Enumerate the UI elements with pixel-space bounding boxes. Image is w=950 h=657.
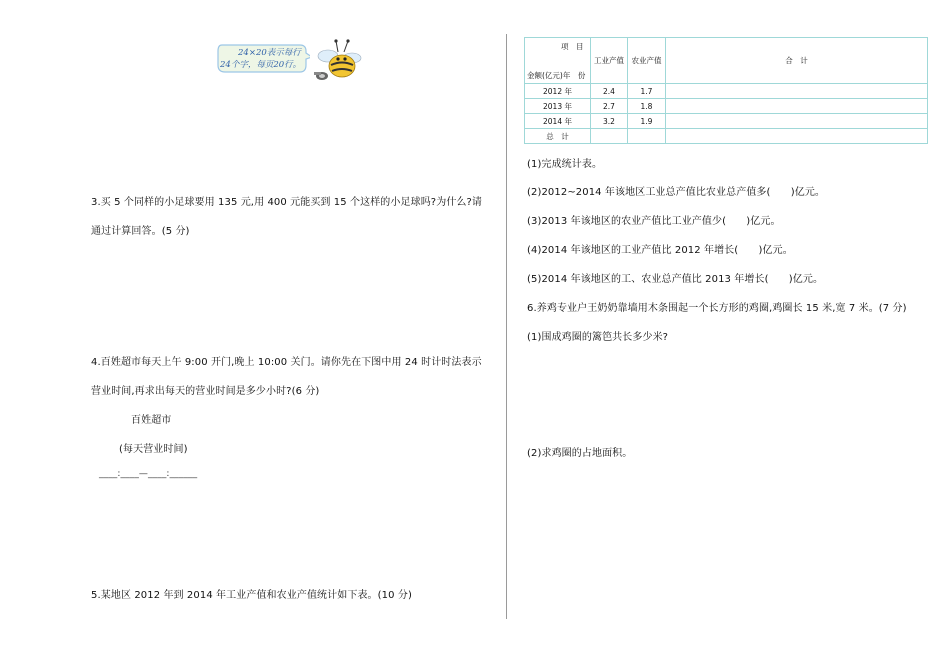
corner-top-label: 项 目 <box>561 42 584 51</box>
q5-sub-3: (3)2013 年该地区的农业产值比工业产值少( )亿元。 <box>527 216 781 227</box>
bubble-line-2: 24个字，每页20行。 <box>220 60 302 70</box>
column-divider <box>506 34 507 619</box>
row-year: 总 计 <box>525 129 591 144</box>
header-total: 合 计 <box>666 38 928 84</box>
row-industry[interactable] <box>591 129 628 144</box>
q5-sub-5: (5)2014 年该地区的工、农业总产值比 2013 年增长( )亿元。 <box>527 274 824 285</box>
row-industry: 2.4 <box>591 84 628 99</box>
q5-sub-1: (1)完成统计表。 <box>527 159 603 170</box>
q6-sub-1: (1)围成鸡圈的篱笆共长多少米? <box>527 332 669 343</box>
bee-icon <box>312 38 364 86</box>
table-row <box>525 114 928 129</box>
time-blank[interactable]: ____:____—____:______ <box>99 469 198 479</box>
q3-line-1: 3.买 5 个同样的小足球要用 135 元,用 400 元能买到 15 个这样的小足球吗?为什么?请 <box>91 197 483 208</box>
q6-line-1: 6.养鸡专业户王奶奶靠墙用木条围起一个长方形的鸡圈,鸡圈长 15 米,宽 7 米。(7 分) <box>527 303 907 314</box>
corner-bottom-label: 金额(亿元)年 份 <box>527 71 586 80</box>
row-agriculture: 1.7 <box>628 84 666 99</box>
row-total[interactable] <box>666 129 928 144</box>
table-row <box>525 129 928 144</box>
row-industry: 2.7 <box>591 99 628 114</box>
row-agriculture: 1.8 <box>628 99 666 114</box>
header-industry: 工业产值 <box>591 38 628 84</box>
row-total[interactable] <box>666 99 928 114</box>
row-agriculture[interactable] <box>628 129 666 144</box>
row-agriculture: 1.9 <box>628 114 666 129</box>
bubble-line-1: 24×20表示每行 <box>238 48 301 58</box>
q3-line-2: 通过计算回答。(5 分) <box>91 226 190 237</box>
stat-table <box>524 37 928 144</box>
header-agriculture: 农业产值 <box>628 38 666 84</box>
row-year: 2013 年 <box>525 99 591 114</box>
q4-line-2: 营业时间,再求出每天的营业时间是多少小时?(6 分) <box>91 386 320 397</box>
row-industry: 3.2 <box>591 114 628 129</box>
speech-bubble <box>214 41 310 75</box>
table-row <box>525 84 928 99</box>
q4-line-1: 4.百姓超市每天上午 9:00 开门,晚上 10:00 关门。请你先在下图中用 24 时计时法表示 <box>91 357 482 368</box>
q6-sub-2: (2)求鸡圈的占地面积。 <box>527 448 633 459</box>
row-total[interactable] <box>666 114 928 129</box>
q5-sub-2: (2)2012~2014 年该地区工业总产值比农业总产值多( )亿元。 <box>527 187 826 198</box>
table-row <box>525 99 928 114</box>
row-year: 2012 年 <box>525 84 591 99</box>
corner-header-cell <box>525 38 591 84</box>
q5-sub-4: (4)2014 年该地区的工业产值比 2012 年增长( )亿元。 <box>527 245 793 256</box>
q5-line-1: 5.某地区 2012 年到 2014 年工业产值和农业产值统计如下表。(10 分) <box>91 590 412 601</box>
row-total[interactable] <box>666 84 928 99</box>
row-year: 2014 年 <box>525 114 591 129</box>
store-hours-label: (每天营业时间) <box>119 444 188 455</box>
store-name: 百姓超市 <box>131 415 172 426</box>
